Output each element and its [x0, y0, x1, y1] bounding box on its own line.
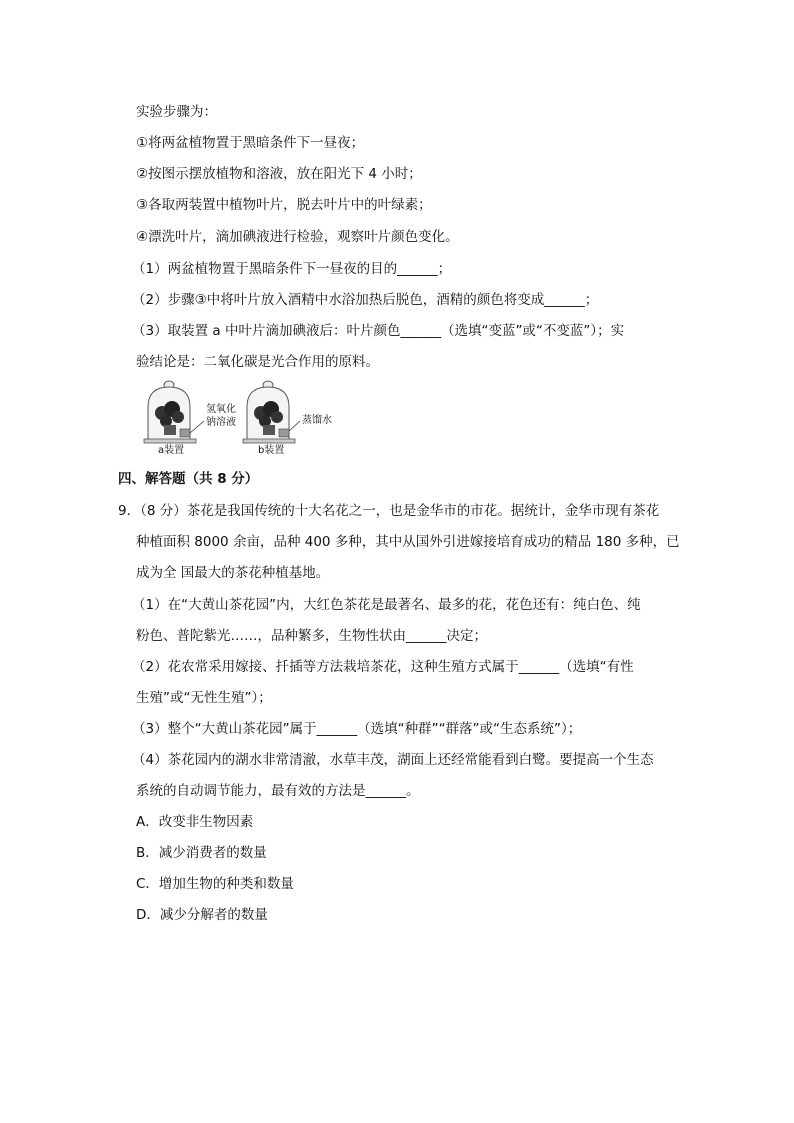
question-3: （3）取装置 a 中叶片滴加碘液后：叶片颜色______（选填“变蓝”或“不变蓝”）；实 [132, 323, 625, 339]
step-4: ④漂洗叶片，滴加碘液进行检验，观察叶片颜色变化。 [136, 229, 459, 245]
q9-sub-1b: 粉色、普陀紫光……，品种繁多，生物性状由______决定； [136, 628, 487, 644]
step-3: ③各取两装置中植物叶片，脱去叶片中的叶绿素； [136, 197, 432, 213]
step-1: ①将两盆植物置于黑暗条件下一昼夜； [136, 135, 365, 151]
question-1: （1）两盆植物置于黑暗条件下一昼夜的目的______； [132, 261, 452, 277]
question-2: （2）步骤③中将叶片放入酒精中水浴加热后脱色，酒精的颜色将变成______； [132, 292, 599, 308]
q9-sub-3: （3）整个“大黄山茶花园”属于______（选填“种群”“群落”或“生态系统”）； [132, 721, 582, 737]
q9-line-2: 种植面积 8000 余亩，品种 400 多种，其中从国外引进嫁接培育成功的精品 180 多种，已 [136, 534, 680, 550]
conclusion-line: 验结论是：二氧化碳是光合作用的原料。 [136, 354, 379, 370]
step-2: ②按图示摆放植物和溶液，放在阳光下 4 小时； [136, 166, 422, 182]
option-b: B．减少消费者的数量 [136, 845, 267, 861]
jar-b-icon [243, 381, 300, 443]
jar-a-label: a装置 [158, 445, 185, 456]
q9-sub-4b: 系统的自动调节能力，最有效的方法是______。 [136, 783, 420, 799]
q9-sub-1a: （1）在“大黄山茶花园”内，大红色茶花是最著名、最多的花，花色还有：纯白色、纯 [132, 597, 641, 613]
jar-a-solution-line1: 氢氧化 [206, 404, 236, 415]
jar-a-icon [144, 381, 204, 443]
q9-sub-2a: （2）花农常采用嫁接、扦插等方法栽培茶花，这种生殖方式属于______（选填“有性 [132, 659, 634, 675]
steps-title: 实验步骤为： [136, 104, 217, 120]
q9-sub-4a: （4）茶花园内的湖水非常清澈，水草丰茂，湖面上还经常能看到白鹭。要提高一个生态 [132, 752, 654, 768]
jar-a-solution-line2: 钠溶液 [206, 417, 236, 428]
section-heading: 四、解答题（共 8 分） [118, 471, 259, 487]
q9-line-3: 成为全 国最大的茶花种植基地。 [136, 565, 330, 581]
jar-b-label: b装置 [258, 445, 285, 456]
option-c: C．增加生物的种类和数量 [136, 876, 294, 892]
experiment-figure [140, 377, 340, 457]
option-d: D．减少分解者的数量 [136, 907, 268, 923]
q9-line-1: 9．（8 分）茶花是我国传统的十大名花之一，也是金华市的市花。据统计，金华市现有茶花 [118, 503, 660, 519]
q9-sub-2b: 生殖”或“无性生殖”）； [136, 690, 272, 706]
option-a: A．改变非生物因素 [136, 814, 254, 830]
jar-b-solution: 蒸馏水 [302, 415, 332, 426]
